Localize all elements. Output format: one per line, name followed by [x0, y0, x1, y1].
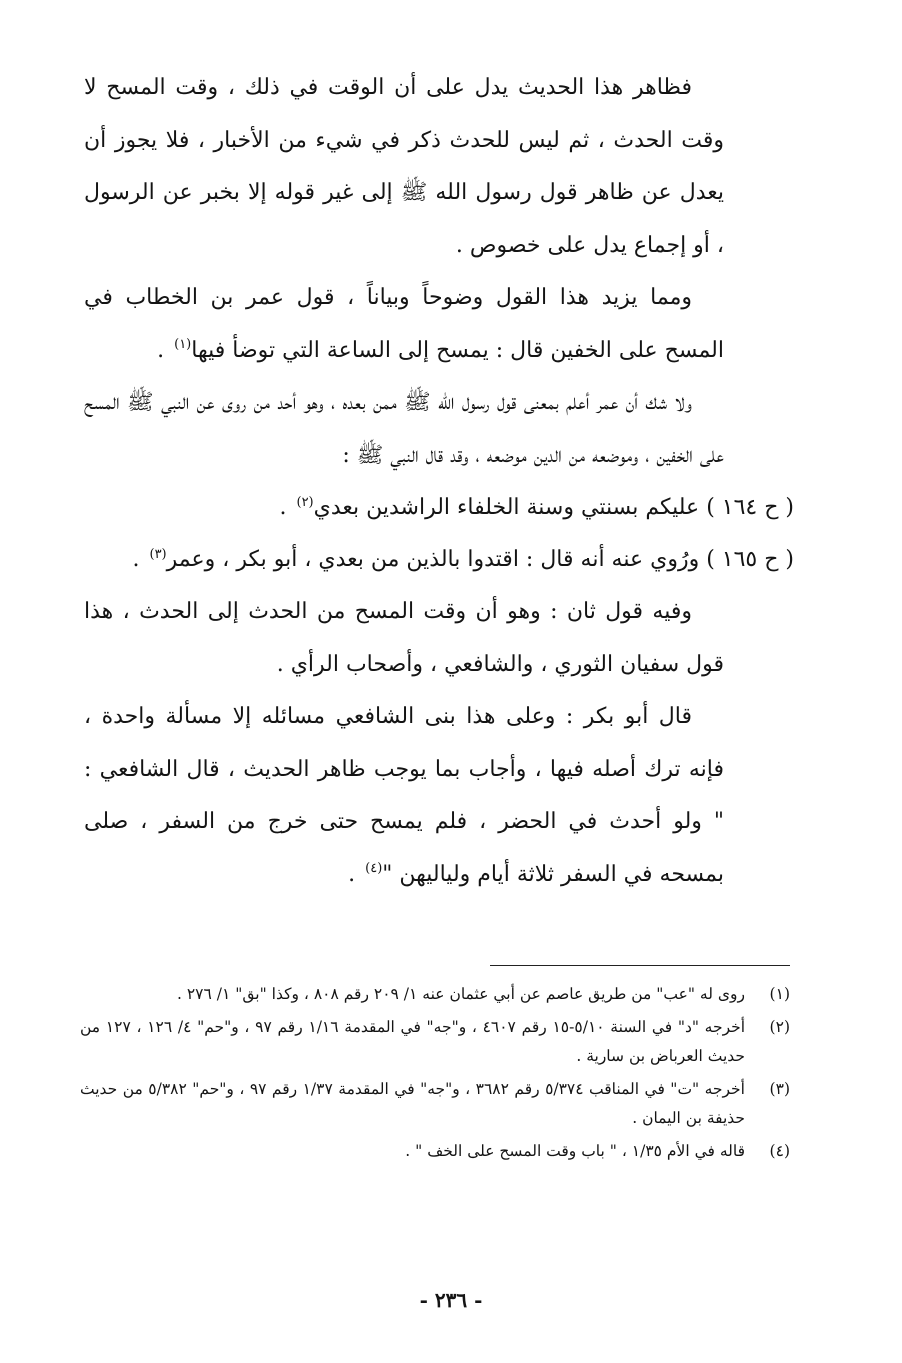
footnote-ref-2[interactable]: (٢): [296, 494, 314, 510]
footnote-4-text: قاله في الأم ١/٣٥ ، " باب وقت المسح على الخف " .: [405, 1142, 745, 1160]
footnote-3: [80, 1075, 790, 1133]
paragraph-4: وفيه قول ثان : وهو أن وقت المسح من الحدث إلى الحدث ، هذا قول سفيان الثوري ، والشافعي ، وأصحاب الرأي .: [84, 599, 724, 677]
hadith-165-end: .: [132, 547, 147, 572]
footnote-4: [80, 1137, 790, 1166]
footnote-ref-3[interactable]: (٣): [149, 546, 167, 562]
paragraph-3: ولا شك أن عمر أعلم بمعنى قول رسول الله ﷺ ممن بعده ، وهو أحد من روى عن النبي ﷺ المسح على الخفين ، وموضعه من الدين موضعه ، وقد قال النبي ﷺ :: [84, 390, 724, 468]
footnote-2: [80, 1013, 790, 1071]
footnote-3-text: أخرجه "ت" في المناقب ٥/٣٧٤ رقم ٣٦٨٢ ، و"جه" في المقدمة ١/٣٧ رقم ٩٧ ، و"حم" ٥/٣٨٢ من حديث حذيفة بن اليمان .: [80, 1080, 745, 1127]
paragraph-2: [84, 272, 724, 377]
hadith-164-end: .: [279, 495, 294, 520]
footnote-ref-4[interactable]: (٤): [365, 861, 383, 877]
hadith-165-number: ( ح ١٦٥ ): [706, 547, 794, 572]
page-number: - ٢٣٦ -: [419, 1288, 483, 1312]
main-text: [84, 62, 794, 901]
footnote-ref-1[interactable]: (١): [174, 337, 192, 353]
hadith-164: [84, 482, 794, 534]
hadith-165-text: ورُوي عنه أنه قال : اقتدوا بالذين من بعدي ، أبو بكر ، وعمر: [166, 547, 707, 572]
footnote-4-number: (٤): [769, 1142, 790, 1160]
paragraph-1: فظاهر هذا الحديث يدل على أن الوقت في ذلك ، وقت المسح لا وقت الحدث ، ثم ليس للحدث ذكر في شيء من الأخبار ، فلا يجوز أن يعدل عن ظاهر قول رسول الله ﷺ إلى غير قوله إلا بخبر عن الرسول ، أو إجماع يدل على خصوص .: [84, 75, 724, 258]
hadith-164-number: ( ح ١٦٤ ): [706, 495, 794, 520]
paragraph-2-end: .: [157, 337, 172, 363]
footnote-1-number: (١): [769, 985, 790, 1003]
footnote-1: [80, 980, 790, 1009]
footnote-2-number: (٢): [769, 1018, 790, 1036]
paragraph-5: [84, 691, 724, 901]
hadith-164-text: عليكم بسنتي وسنة الخلفاء الراشدين بعدي: [313, 495, 707, 520]
paragraph-5-text: قال أبو بكر : وعلى هذا بنى الشافعي مسائله إلا مسألة واحدة ، فإنه ترك أصله فيها ، وأجاب بما يوجب ظاهر الحديث ، قال الشافعي : " ولو أحدث في الحضر ، فلم يمسح حتى خرج من السفر ، صلى بمسحه في السفر ثلاثة أيام ولياليهن ": [84, 704, 724, 887]
hadith-165: [84, 534, 794, 586]
footnote-separator: [490, 965, 790, 966]
paragraph-2-text: ومما يزيد هذا القول وضوحاً وبياناً ، قول عمر بن الخطاب في المسح على الخفين قال : يمسح إلى الساعة التي توضأ فيها: [84, 285, 724, 363]
footnote-3-number: (٣): [769, 1080, 790, 1098]
footnotes: [80, 980, 790, 1170]
paragraph-5-end: .: [348, 861, 363, 887]
footnote-1-text: روى له "عب" من طريق عاصم عن أبي عثمان عنه ١/ ٢٠٩ رقم ٨٠٨ ، وكذا "بق" ١/ ٢٧٦ .: [176, 985, 745, 1003]
footnote-2-text: أخرجه "د" في السنة ٥/١٠-١٥ رقم ٤٦٠٧ ، و"جه" في المقدمة ١/١٦ رقم ٩٧ ، و"حم" ٤/ ١٢٦ ، ١٢٧ من حديث العرباض بن سارية .: [80, 1018, 746, 1065]
